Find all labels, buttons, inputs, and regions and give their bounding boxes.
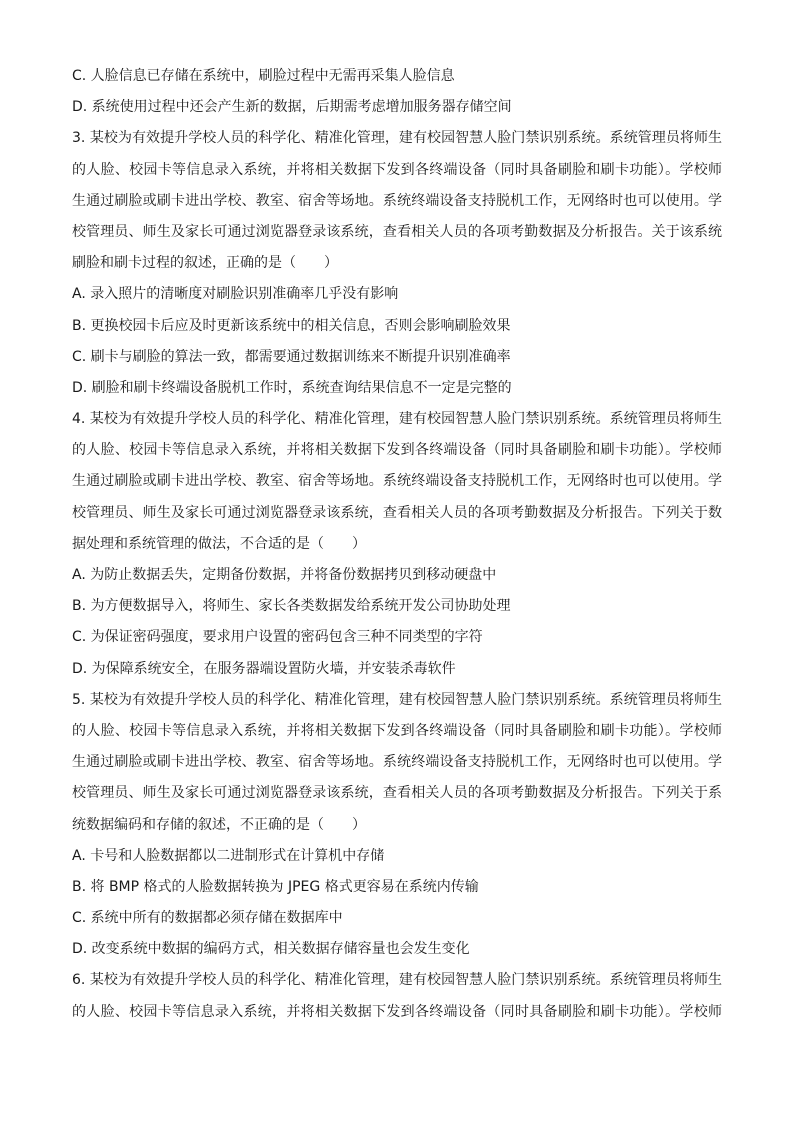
- text-line: 3. 某校为有效提升学校人员的科学化、精准化管理，建有校园智慧人脸门禁识别系统。系统管理员将师生: [72, 130, 722, 147]
- text-line: D. 系统使用过程中还会产生新的数据，后期需考虑增加服务器存储空间: [72, 99, 512, 116]
- text-line: C. 系统中所有的数据都必须存储在数据库中: [72, 910, 343, 927]
- text-line: B. 为方便数据导入，将师生、家长各类数据发给系统开发公司协助处理: [72, 598, 511, 615]
- text-line: 校管理员、师生及家长可通过浏览器登录该系统，查看相关人员的各项考勤数据及分析报告。关于该系统: [72, 223, 722, 240]
- text-line: 生通过刷脸或刷卡进出学校、教室、宿舍等场地。系统终端设备支持脱机工作，无网络时也可以使用。学: [72, 473, 722, 490]
- text-line: 5. 某校为有效提升学校人员的科学化、精准化管理，建有校园智慧人脸门禁识别系统。系统管理员将师生: [72, 691, 722, 708]
- text-line: C. 刷卡与刷脸的算法一致，都需要通过数据训练来不断提升识别准确率: [72, 348, 511, 365]
- text-line: 的人脸、校园卡等信息录入系统，并将相关数据下发到各终端设备（同时具备刷脸和刷卡功能）。学校师: [72, 1003, 722, 1020]
- text-line: D. 为保障系统安全，在服务器端设置防火墙，并安装杀毒软件: [72, 660, 456, 677]
- text-line: B. 将 BMP 格式的人脸数据转换为 JPEG 格式更容易在系统内传输: [72, 878, 479, 895]
- document-body: [72, 61, 722, 1028]
- text-line: 统数据编码和存储的叙述，不正确的是（ ）: [72, 816, 366, 833]
- text-line: 生通过刷脸或刷卡进出学校、教室、宿舍等场地。系统终端设备支持脱机工作，无网络时也可以使用。学: [72, 192, 722, 209]
- text-line: 据处理和系统管理的做法，不合适的是（ ）: [72, 535, 366, 552]
- text-line: B. 更换校园卡后应及时更新该系统中的相关信息，否则会影响刷脸效果: [72, 317, 511, 334]
- text-line: 刷脸和刷卡过程的叙述，正确的是（ ）: [72, 255, 338, 272]
- text-line: A. 为防止数据丢失，定期备份数据，并将备份数据拷贝到移动硬盘中: [72, 567, 497, 583]
- text-line: A. 卡号和人脸数据都以二进制形式在计算机中存储: [72, 847, 385, 864]
- text-line: 校管理员、师生及家长可通过浏览器登录该系统，查看相关人员的各项考勤数据及分析报告。下列关于系: [72, 785, 722, 802]
- text-line: 的人脸、校园卡等信息录入系统，并将相关数据下发到各终端设备（同时具备刷脸和刷卡功能）。学校师: [72, 161, 722, 178]
- text-line: 的人脸、校园卡等信息录入系统，并将相关数据下发到各终端设备（同时具备刷脸和刷卡功能）。学校师: [72, 442, 722, 459]
- text-line: 6. 某校为有效提升学校人员的科学化、精准化管理，建有校园智慧人脸门禁识别系统。系统管理员将师生: [72, 972, 722, 989]
- text-line: D. 改变系统中数据的编码方式，相关数据存储容量也会发生变化: [72, 941, 470, 958]
- text-line: C. 人脸信息已存储在系统中，刷脸过程中无需再采集人脸信息: [72, 68, 455, 84]
- text-line: 的人脸、校园卡等信息录入系统，并将相关数据下发到各终端设备（同时具备刷脸和刷卡功能）。学校师: [72, 722, 722, 739]
- text-line: C. 为保证密码强度，要求用户设置的密码包含三种不同类型的字符: [72, 629, 483, 646]
- text-line: 校管理员、师生及家长可通过浏览器登录该系统，查看相关人员的各项考勤数据及分析报告。下列关于数: [72, 504, 722, 521]
- text-line: 生通过刷脸或刷卡进出学校、教室、宿舍等场地。系统终端设备支持脱机工作，无网络时也可以使用。学: [72, 754, 722, 771]
- text-line: D. 刷脸和刷卡终端设备脱机工作时，系统查询结果信息不一定是完整的: [72, 379, 512, 396]
- text-line: 4. 某校为有效提升学校人员的科学化、精准化管理，建有校园智慧人脸门禁识别系统。系统管理员将师生: [72, 411, 722, 428]
- text-line: A. 录入照片的清晰度对刷脸识别准确率几乎没有影响: [72, 286, 399, 303]
